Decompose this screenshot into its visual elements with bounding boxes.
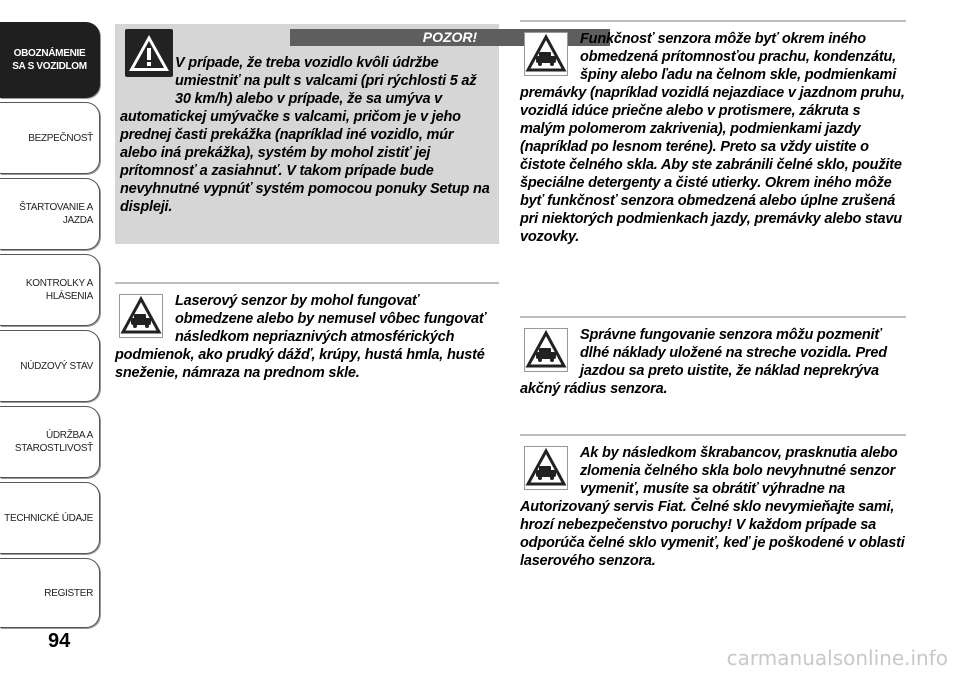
warning-title: POZOR! (290, 29, 610, 46)
tab-label: REGISTER (44, 587, 93, 599)
car-note-icon (524, 446, 568, 490)
tab-label: ÚDRŽBA A STAROSTLIVOSŤ (14, 430, 93, 454)
tab-technicke-udaje[interactable] (0, 482, 100, 554)
tab-label: KONTROLKY A HLÁSENIA (25, 278, 93, 302)
car-note-icon (119, 294, 163, 338)
tab-kontrolky[interactable] (0, 254, 100, 326)
warning-text: V prípade, že treba vozidlo kvôli údržbe umiestniť na pult s valcami (pri rýchlosti 5 až 30 km/h) alebo v prípade, že sa umýva v automatickej umývačke s valcami, pričom je v jeho prednej časti prekážka (napríklad iné vozidlo, múr alebo iná prekážka), systém by mohol zistiť jej prítomnosť a zasiahnuť. V takom prípade bude nevyhnutné vypnúť systém pomocou ponuky Setup na displeji. (120, 55, 490, 215)
watermark: carmanualsonline.info (726, 646, 948, 670)
divider (520, 434, 906, 436)
note-text: Laserový senzor by mohol fungovať obmedzene alebo by nemusel vôbec fungovať následkom nepriaznivých atmosférických podmienok, ako prudký dážď, krúpy, hustá hmla, husté sneženie, námraza na prednom skle. (115, 293, 486, 381)
divider (520, 20, 906, 22)
note-text: Funkčnosť senzora môže byť okrem iného obmedzená prítomnosťou prachu, kondenzátu, špiny alebo ľadu na čelnom skle, podmienkami premávky (napríklad vozidlá nejazdiace v jazdnom pruhu, vozidlá idúce priečne alebo v protismere, zákruta s malým polomerom zakrivenia), podmienkami jazdy (napríklad po lesnom teréne). Preto sa vždy uistite o čistote čelného skla. Aby ste zabránili čelné sklo, použite špeciálne detergenty a čisté utierky. Okrem iného môže byť funkčnosť senzora obmedzená alebo úplne zrušená pri niektorých podmienkach jazdy, premávky alebo stavu vozovky. (520, 31, 905, 245)
tab-label: NÚDZOVÝ STAV (20, 360, 93, 372)
tab-label: ŠTARTOVANIE A JAZDA (19, 202, 93, 226)
page-number: 94 (48, 630, 71, 652)
tab-udrzba[interactable] (0, 406, 100, 478)
divider (520, 316, 906, 318)
tab-startovanie[interactable] (0, 178, 100, 250)
note-sensor-limits (520, 20, 906, 246)
tab-label: OBOZNÁMENIE SA S VOZIDLOM (12, 48, 87, 72)
tab-nudzovy-stav[interactable] (0, 330, 100, 402)
car-note-icon (524, 328, 568, 372)
warning-text-block (120, 54, 492, 216)
tab-oboznamenie[interactable] (0, 22, 100, 98)
tab-bezpecnost[interactable] (0, 102, 100, 174)
note-windshield-damage (520, 434, 906, 570)
note-text: Ak by následkom škrabancov, prasknutia alebo zlomenia čelného skla bolo nevyhnutné senzor vymeniť, musíte sa obrátiť výhradne na Autorizovaný servis Fiat. Čelné sklo nevymieňajte sami, hrozí nebezpečenstvo poruchy! V každom prípade sa odporúča čelné sklo vymeniť, keď je poškodené v oblasti laserového senzora. (520, 445, 905, 569)
note-laser-weather (115, 282, 499, 382)
tab-label: TECHNICKÉ ÚDAJE (4, 512, 93, 524)
divider (115, 282, 499, 284)
car-note-icon (524, 32, 568, 76)
note-text: Správne fungovanie senzora môžu pozmeniť dlhé náklady uložené na streche vozidla. Pred jazdou sa preto uistite, že náklad neprekrýva akčný rádius senzora. (520, 327, 887, 397)
tab-register[interactable] (0, 558, 100, 628)
warning-box (115, 24, 499, 244)
note-roof-load (520, 316, 906, 398)
tab-label: BEZPEČNOSŤ (28, 132, 93, 144)
